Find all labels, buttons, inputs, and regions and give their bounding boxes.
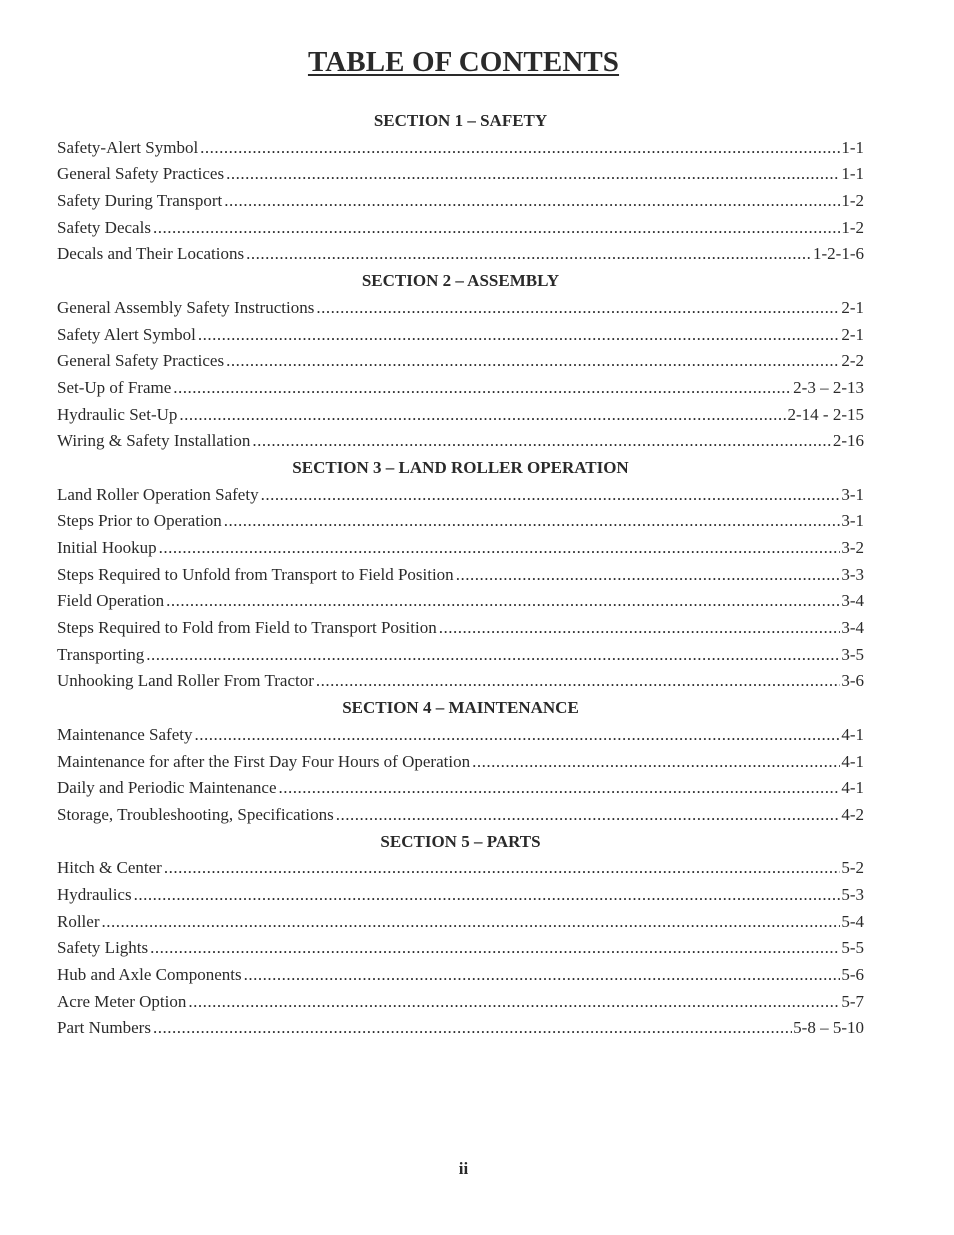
toc-entry	[57, 428, 864, 455]
toc-entry-title: Decals and Their Locations	[57, 244, 245, 264]
toc-entry-title: Acre Meter Option	[57, 991, 187, 1011]
toc-entry-page: 4-1	[841, 751, 864, 771]
dot-leader	[336, 802, 841, 829]
toc-entry-page: 5-8 – 5-10	[793, 1018, 864, 1038]
toc-entry-title: Safety-Alert Symbol	[57, 137, 199, 157]
dot-leader	[439, 615, 841, 642]
toc-entry	[57, 935, 864, 962]
toc-entry-title: Hydraulics	[57, 884, 132, 904]
toc-entry-page: 2-3 – 2-13	[793, 377, 864, 397]
dot-leader	[134, 882, 841, 909]
section-heading: SECTION 3 – LAND ROLLER OPERATION	[292, 457, 629, 477]
dot-leader	[188, 989, 840, 1016]
section-heading: SECTION 2 – ASSEMBLY	[361, 271, 560, 291]
toc-entry	[57, 348, 864, 375]
dot-leader	[159, 535, 841, 562]
toc-entry	[57, 882, 864, 909]
dot-leader	[224, 188, 840, 215]
toc-entry	[57, 322, 864, 349]
toc-entry	[57, 508, 864, 535]
toc-entry-title: Steps Required to Fold from Field to Transport Position	[57, 618, 437, 638]
toc-entry-title: Maintenance Safety	[57, 724, 193, 744]
toc-entry	[57, 668, 864, 695]
toc-entry-title: Maintenance for after the First Day Four Hours of Operation	[57, 751, 471, 771]
toc-entry	[57, 802, 864, 829]
toc-entry-title: Hitch & Center	[57, 858, 162, 878]
dot-leader	[166, 588, 840, 615]
dot-leader	[261, 482, 841, 509]
dot-leader	[146, 642, 840, 669]
dot-leader	[153, 215, 840, 242]
toc-entry-title: Transporting	[57, 644, 145, 664]
table-of-contents	[57, 108, 864, 1042]
dot-leader	[194, 722, 840, 749]
toc-entry	[57, 215, 864, 242]
toc-entry-title: Land Roller Operation Safety	[57, 484, 259, 504]
toc-entry-page: 3-4	[841, 618, 864, 638]
toc-entry-page: 3-6	[841, 671, 864, 691]
toc-entry-page: 2-1	[841, 297, 864, 317]
dot-leader	[226, 348, 840, 375]
section-heading: SECTION 1 – SAFETY	[373, 111, 548, 130]
dot-leader	[472, 749, 840, 776]
toc-entry-title: General Safety Practices	[57, 351, 225, 371]
toc-entry-page: 3-1	[841, 511, 864, 531]
toc-entry-page: 5-5	[841, 938, 864, 958]
dot-leader	[316, 668, 840, 695]
toc-entry-page: 4-1	[841, 778, 864, 798]
toc-entry-page: 3-3	[841, 564, 864, 584]
toc-entry	[57, 749, 864, 776]
toc-entry	[57, 482, 864, 509]
toc-entry-title: Initial Hookup	[57, 538, 157, 557]
toc-entry	[57, 722, 864, 749]
toc-entry-page: 4-1	[841, 724, 864, 744]
toc-entry	[57, 775, 864, 802]
toc-entry	[57, 1015, 864, 1042]
toc-entry-title: General Assembly Safety Instructions	[57, 297, 315, 317]
dot-leader	[226, 161, 840, 188]
toc-entry	[57, 188, 864, 215]
dot-leader	[179, 402, 786, 429]
toc-entry	[57, 241, 864, 268]
dot-leader	[456, 562, 841, 589]
toc-entry-page: 3-1	[841, 484, 864, 504]
toc-entry	[57, 642, 864, 669]
toc-entry-title: Set-Up of Frame	[57, 377, 172, 397]
dot-leader	[246, 241, 812, 268]
toc-entry	[57, 135, 864, 162]
dot-leader	[150, 935, 840, 962]
dot-leader	[316, 295, 840, 322]
page-title: TABLE OF CONTENTS	[307, 46, 620, 78]
toc-entry-page: 2-1	[841, 324, 864, 344]
toc-entry-title: Unhooking Land Roller From Tractor	[57, 671, 314, 691]
dot-leader	[279, 775, 841, 802]
toc-entry-page: 3-5	[841, 644, 864, 664]
toc-entry	[57, 989, 864, 1016]
toc-entry-title: Steps Prior to Operation	[57, 511, 222, 531]
section-heading: SECTION 4 – MAINTENANCE	[342, 698, 579, 718]
toc-entry	[57, 615, 864, 642]
toc-entry-title: Part Numbers	[57, 1018, 151, 1038]
toc-entry-page: 3-2	[841, 538, 864, 557]
dot-leader	[173, 375, 792, 402]
toc-entry-title: Safety Decals	[57, 217, 151, 237]
toc-entry	[57, 161, 864, 188]
toc-entry-page: 2-16	[832, 431, 864, 451]
toc-entry-title: General Safety Practices	[57, 164, 225, 184]
toc-entry-page: 5-6	[841, 965, 864, 984]
toc-entry	[57, 402, 864, 429]
toc-entry-page: 5-7	[841, 991, 864, 1011]
toc-entry-page: 1-1	[841, 137, 864, 157]
dot-leader	[244, 962, 841, 989]
dot-leader	[224, 508, 841, 535]
toc-entry-page: 5-3	[841, 884, 864, 904]
toc-entry-page: 1-2	[841, 217, 864, 237]
toc-entry	[57, 535, 864, 562]
toc-entry-page: 1-1	[841, 164, 864, 184]
toc-entry-title: Field Operation	[57, 591, 165, 611]
toc-entry	[57, 855, 864, 882]
toc-entry-title: Safety Alert Symbol	[57, 324, 196, 344]
toc-entry-page: 4-2	[841, 804, 864, 824]
toc-entry-page: 1-2-1-6	[813, 244, 864, 264]
dot-leader	[252, 428, 831, 455]
toc-entry-title: Daily and Periodic Maintenance	[57, 778, 277, 798]
toc-entry-title: Steps Required to Unfold from Transport to Field Position	[57, 564, 454, 584]
dot-leader	[200, 135, 840, 162]
toc-entry-page: 2-14 - 2-15	[787, 404, 864, 424]
toc-entry-title: Storage, Troubleshooting, Specifications	[57, 804, 334, 824]
toc-entry-title: Wiring & Safety Installation	[57, 431, 251, 451]
dot-leader	[198, 322, 841, 349]
toc-entry-page: 1-2	[841, 191, 864, 211]
toc-entry	[57, 562, 864, 589]
toc-entry-title: Hydraulic Set-Up	[57, 404, 178, 424]
toc-entry-title: Safety During Transport	[57, 191, 223, 211]
toc-entry	[57, 909, 864, 936]
toc-entry-page: 3-4	[841, 591, 864, 611]
dot-leader	[102, 909, 841, 936]
dot-leader	[164, 855, 841, 882]
toc-entry-page: 2-2	[841, 351, 864, 371]
toc-entry-page: 5-4	[841, 911, 864, 931]
section-heading: SECTION 5 – PARTS	[380, 831, 541, 851]
toc-entry	[57, 588, 864, 615]
toc-entry	[57, 962, 864, 989]
toc-entry-page: 5-2	[841, 858, 864, 878]
toc-entry	[57, 375, 864, 402]
dot-leader	[153, 1015, 792, 1042]
toc-entry-title: Roller	[57, 911, 100, 931]
toc-entry-title: Safety Lights	[57, 938, 149, 958]
toc-entry	[57, 295, 864, 322]
toc-entry-title: Hub and Axle Components	[57, 965, 242, 984]
footer-page-number: ii	[458, 1159, 469, 1178]
